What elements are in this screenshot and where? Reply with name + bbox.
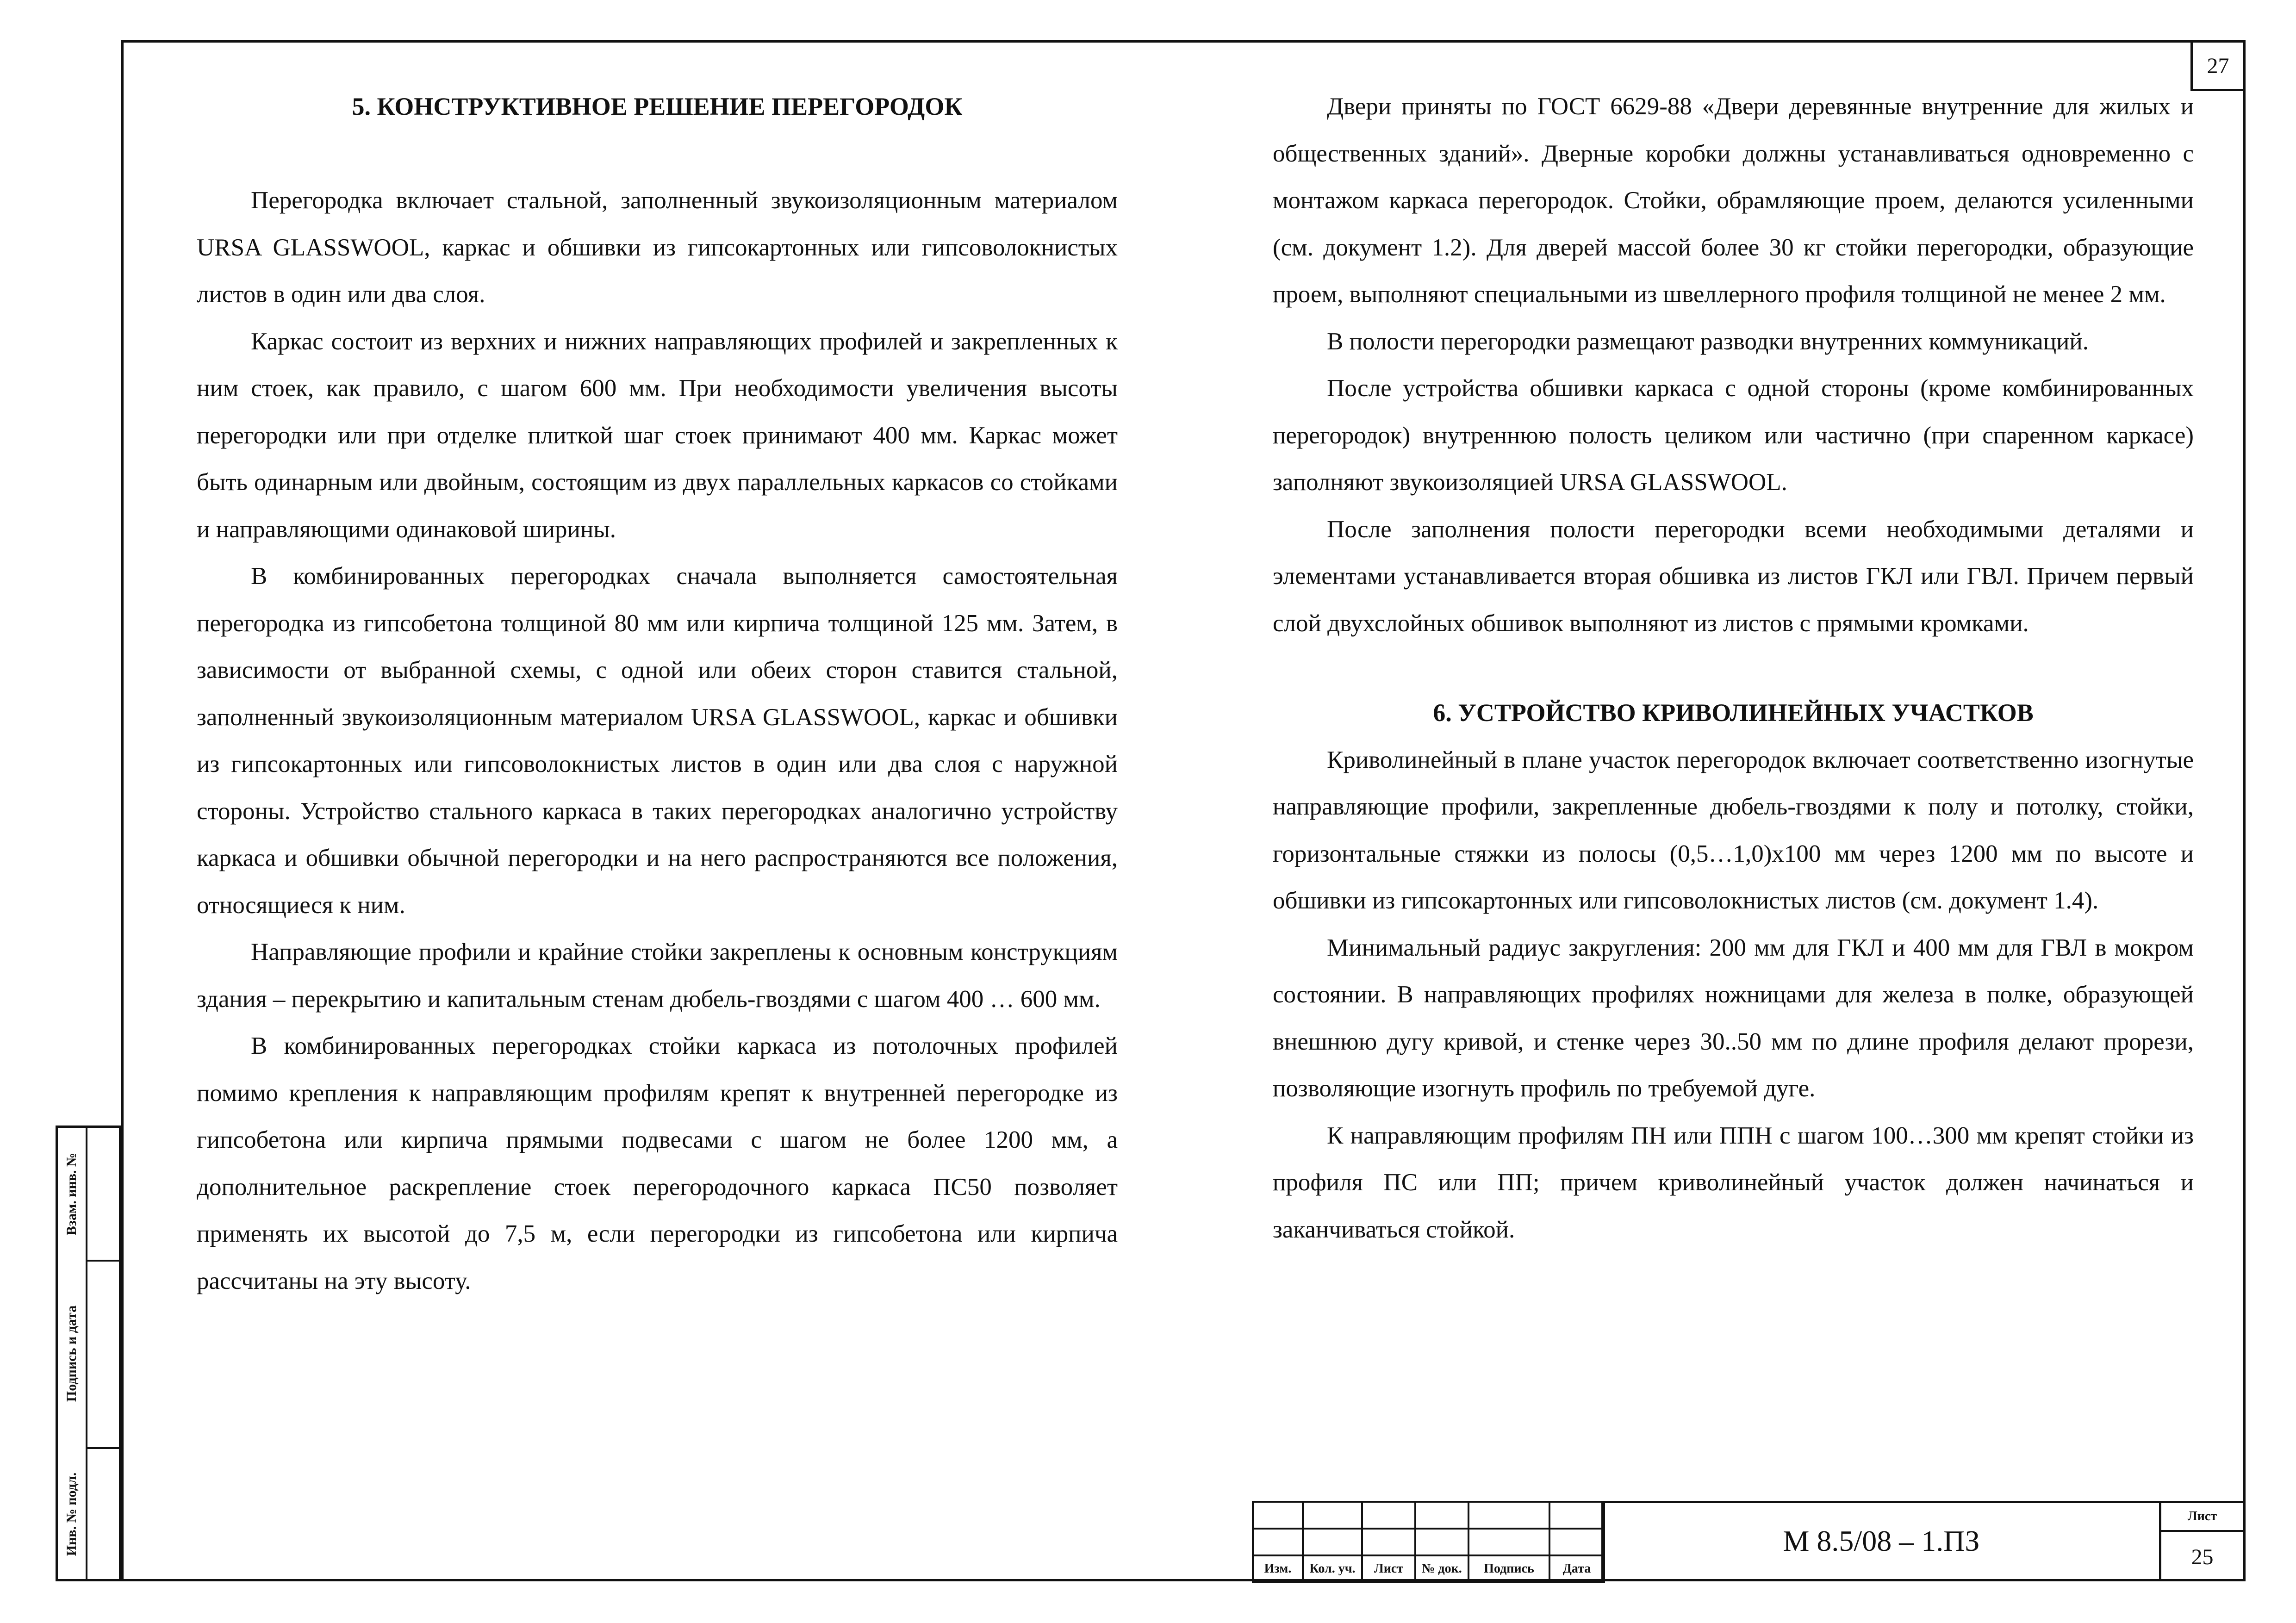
paragraph: В комбинированных перегородках сначала выполняется самостоятельная перегородка из гипсобетона толщиной 80 мм или кирпича толщиной 125 мм. Затем, в зависимости от выбранной схемы, с одной или обеих сторон ставится стальной, заполненный звукоизоляционным материалом URSA GLASSWOOL, каркас и обшивки из гипсокартонных или гипсоволокнистых листов в один или два слоя с наружной стороны. Устройство стального каркаса в таких перегородках аналогично устройству каркаса и обшивки обычной перегородки и на него распространяются все положения, относящиеся к ним. [197,563,1118,919]
section-5-heading: 5. КОНСТРУКТИВНОЕ РЕШЕНИЕ ПЕРЕГОРОДОК [352,93,963,120]
col-header-change: Изм. [1253,1555,1303,1582]
page-number: 27 [2190,40,2246,91]
right-column [1273,83,2194,1253]
sheet-cell [2159,1501,2246,1581]
sheet-label: Лист [2161,1503,2243,1532]
col-header-qty: Кол. уч. [1303,1555,1362,1582]
paragraph: После заполнения полости перегородки всеми необходимыми деталями и элементами устанавливается вторая обшивка из листов ГКЛ или ГВЛ. Причем первый слой двухслойных обшивок выполняют из листов с прямыми кромками. [1273,516,2194,637]
paragraph: К направляющим профилям ПН или ППН с шагом 100…300 мм крепят стойки из профиля ПС или ПП; причем криволинейный участок должен начинаться и заканчиваться стойкой. [1273,1122,2194,1243]
col-header-sheet: Лист [1362,1555,1415,1582]
paragraph: Двери приняты по ГОСТ 6629-88 «Двери деревянные внутренние для жилых и общественных зданий». Дверные коробки должны устанавливаться одновременно с монтажом каркаса перегородок. Стойки, обрамляющие проем, делаются усиленными (см. документ 1.2). Для дверей массой более 30 кг стойки перегородки, образующие проем, выполняют специальными из швеллерного профиля толщиной не менее 2 мм. [1273,93,2194,308]
paragraph: После устройства обшивки каркаса с одной стороны (кроме комбинированных перегородок) внутреннюю полость целиком или частично (при спаренном каркасе) заполняют звукоизоляцией URSA GLASSWOOL. [1273,375,2194,496]
document-code: М 8.5/08 – 1.ПЗ [1601,1501,2161,1581]
left-column [197,83,1118,1305]
paragraph: Направляющие профили и крайние стойки закреплены к основным конструкциям здания – перекрытию и капитальным стенам дюбель-гвоздями с шагом 400 … 600 мм. [197,939,1118,1013]
revision-table [1252,1501,1605,1583]
side-label-signature-date: Подпись и дата [64,1305,79,1402]
paragraph: Перегородка включает стальной, заполненный звукоизоляционным материалом URSA GLASSWOOL, каркас и обшивки из гипсокартонных или гипсоволокнистых листов в один или два слоя. [197,187,1118,308]
col-header-signature: Подпись [1468,1555,1549,1582]
col-header-date: Дата [1549,1555,1604,1582]
sheet-number: 25 [2191,1544,2214,1569]
col-header-doc-no: № док. [1415,1555,1468,1582]
side-label-replacement: Взам. инв. № [64,1152,80,1235]
paragraph: Каркас состоит из верхних и нижних направляющих профилей и закрепленных к ним стоек, как правило, с шагом 600 мм. При необходимости увеличения высоты перегородки или при отделке плиткой шаг стоек принимают 400 мм. Каркас может быть одинарным или двойным, состоящим из двух параллельных каркасов со стойками и направляющими одинаковой ширины. [197,328,1118,543]
paragraph: В полости перегородки размещают разводки внутренних коммуникаций. [1327,328,2089,355]
paragraph: Криволинейный в плане участок перегородок включает соответственно изогнутые направляющие профили, закрепленные дюбель-гвоздями к полу и потолку, стойки, горизонтальные стяжки из полосы (0,5…1,0)х100 мм через 1200 мм по высоте и обшивки из гипсокартонных или гипсоволокнистых листов (см. документ 1.4). [1273,746,2194,914]
side-stamp [56,1126,121,1581]
paragraph: В комбинированных перегородках стойки каркаса из потолочных профилей помимо крепления к направляющим профилям крепят к внутренней перегородке из гипсобетона или кирпича прямыми подвесами с шагом не более 1200 мм, а дополнительное раскрепление стоек перегородочного каркаса ПС50 позволяет применять их высотой до 7,5 м, если перегородки из гипсобетона или кирпича рассчитаны на эту высоту. [197,1032,1118,1294]
side-label-original-inv: Инв. № подл. [64,1472,79,1556]
paragraph: Минимальный радиус закругления: 200 мм для ГКЛ и 400 мм для ГВЛ в мокром состоянии. В направляющих профилях ножницами для железа в полке, образующей внешнюю дугу кривой, и стенке через 30..50 мм по длине профиля делают прорези, позволяющие изогнуть профиль по требуемой дуге. [1273,934,2194,1102]
title-block [1252,1501,2246,1581]
section-6-heading: 6. УСТРОЙСТВО КРИВОЛИНЕЙНЫХ УЧАСТКОВ [1433,699,2034,727]
